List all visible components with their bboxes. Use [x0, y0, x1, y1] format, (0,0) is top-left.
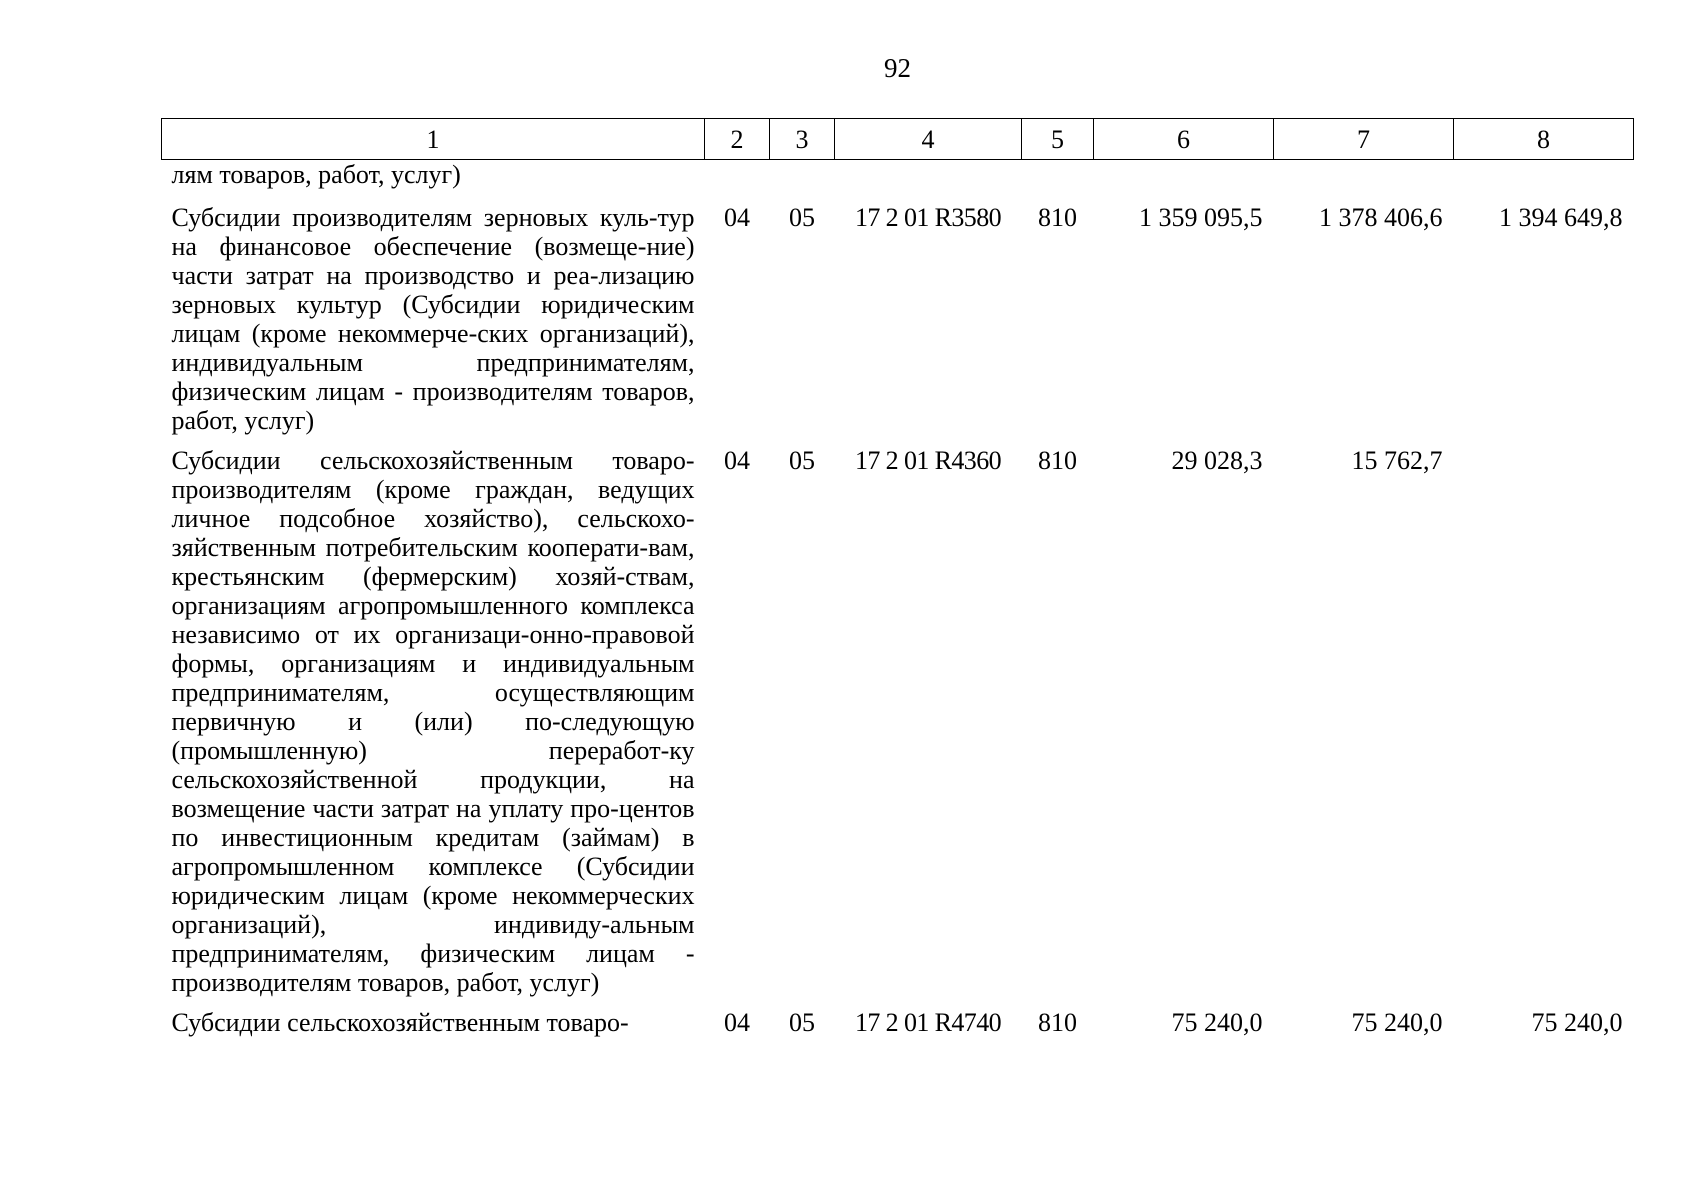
header-col-5: 5: [1022, 119, 1094, 160]
table-row: [162, 201, 1634, 444]
budget-table-container: [161, 118, 1633, 1046]
row-amount-col-6: 75 240,0: [1171, 1008, 1263, 1037]
page-number: 92: [884, 53, 911, 83]
header-col-4: 4: [835, 119, 1022, 160]
table-row: [162, 1006, 1634, 1046]
continuation-text: лям товаров, работ, услуг): [171, 160, 461, 189]
table-row: [162, 444, 1634, 1006]
row-description: Субсидии сельскохозяйственным товаро-: [171, 1008, 629, 1037]
header-row: [162, 119, 1634, 160]
row-description: Субсидии сельскохозяйственным товаро-производителям (кроме граждан, ведущих личное подсобное хозяйство), сельскохо-зяйственным потребительским кооперати-вам, крестьянским (фермерским) хозяй-ствам, организациям агропромышленного комплекса независимо от их организаци-онно-правовой формы, организациям и индивидуальным предпринимателям, осуществляющим первичную и (или) по-следующую (промышленную) переработ-ку сельскохозяйственной продукции, на возмещение части затрат на уплату про-центов по инвестиционным кредитам (займам) в агропромышленном комплексе (Субсидии юридическим лицам (кроме некоммерческих организаций), индивиду-альным предпринимателям, физическим лицам - производителям товаров, работ, услуг): [171, 446, 695, 997]
row-expense-type-code: 810: [1038, 446, 1077, 475]
row-section-code: 04: [724, 446, 750, 475]
row-subsection-code: 05: [789, 446, 815, 475]
table-body: [162, 160, 1634, 1047]
row-expense-type-code: 810: [1038, 203, 1077, 232]
row-amount-col-7: 15 762,7: [1351, 446, 1443, 475]
continuation-row: [162, 160, 1634, 202]
row-amount-col-7: 1 378 406,6: [1319, 203, 1443, 232]
row-subsection-code: 05: [789, 203, 815, 232]
row-section-code: 04: [724, 203, 750, 232]
header-col-1: 1: [162, 119, 705, 160]
row-target-article-code: 17 2 01 R3580: [854, 203, 1002, 232]
budget-table: [161, 118, 1634, 1046]
header-col-2: 2: [705, 119, 770, 160]
row-subsection-code: 05: [789, 1008, 815, 1037]
row-target-article-code: 17 2 01 R4360: [854, 446, 1002, 475]
header-col-7: 7: [1274, 119, 1454, 160]
header-col-6: 6: [1094, 119, 1274, 160]
row-expense-type-code: 810: [1038, 1008, 1077, 1037]
row-amount-col-8: [1454, 444, 1634, 1006]
row-description: Субсидии производителям зерновых куль-тур на финансовое обеспечение (возмеще-ние) части затрат на производство и реа-лизацию зерновых культур (Субсидии юридическим лицам (кроме некоммерче-ских организаций), индивидуальным предпринимателям, физическим лицам - производителям товаров, работ, услуг): [171, 203, 695, 435]
header-col-8: 8: [1454, 119, 1634, 160]
row-amount-col-8: 75 240,0: [1531, 1008, 1623, 1037]
row-section-code: 04: [724, 1008, 750, 1037]
row-amount-col-6: 1 359 095,5: [1139, 203, 1263, 232]
header-col-3: 3: [770, 119, 835, 160]
row-target-article-code: 17 2 01 R4740: [854, 1008, 1002, 1037]
row-amount-col-7: 75 240,0: [1351, 1008, 1443, 1037]
table-header: [162, 119, 1634, 160]
row-amount-col-6: 29 028,3: [1171, 446, 1263, 475]
row-amount-col-8: 1 394 649,8: [1499, 203, 1623, 232]
